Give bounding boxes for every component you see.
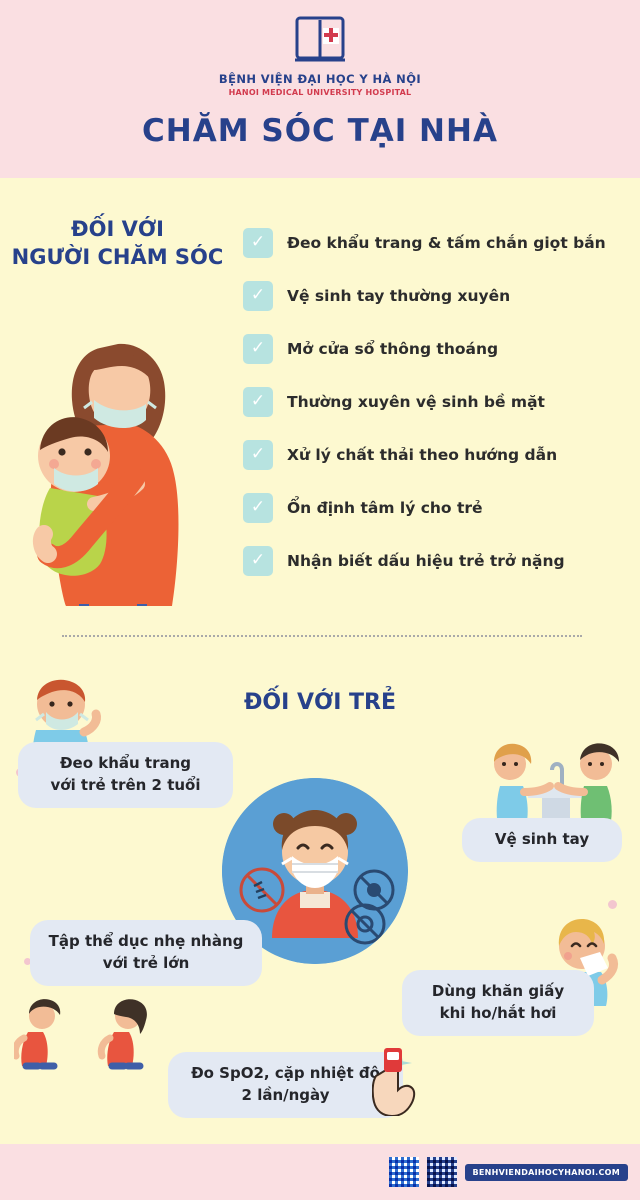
list-item[interactable] bbox=[243, 375, 633, 428]
list-item-label: Nhận biết dấu hiệu trẻ trở nặng bbox=[287, 551, 565, 570]
list-item[interactable] bbox=[243, 428, 633, 481]
check-mark-icon: ✓ bbox=[243, 334, 273, 364]
check-mark-icon: ✓ bbox=[243, 228, 273, 258]
list-item-label: Vệ sinh tay thường xuyên bbox=[287, 286, 511, 305]
bubble-spo2-line2: 2 lần/ngày bbox=[241, 1085, 330, 1104]
list-item[interactable] bbox=[243, 481, 633, 534]
pulse-oximeter-finger-icon bbox=[372, 1040, 422, 1116]
bubble-handwash[interactable] bbox=[462, 818, 622, 862]
check-mark-icon: ✓ bbox=[243, 281, 273, 311]
list-item-label: Đeo khẩu trang & tấm chắn giọt bắn bbox=[287, 233, 606, 252]
list-item-label: Xử lý chất thải theo hướng dẫn bbox=[287, 445, 558, 464]
bubble-handwash-line1: Vệ sinh tay bbox=[494, 830, 590, 848]
website-url[interactable]: BENHVIENDAIHOCYHANOI.COM bbox=[465, 1164, 628, 1181]
bubble-exercise-line1: Tập thể dục nhẹ nhàng bbox=[48, 932, 244, 950]
section-caregiver-title bbox=[0, 216, 235, 271]
bubble-tissue-line1: Dùng khăn giấy bbox=[431, 982, 565, 1000]
header-band bbox=[0, 0, 640, 178]
list-item[interactable] bbox=[243, 534, 633, 587]
caregiver-checklist bbox=[243, 216, 633, 587]
list-item-label: Mở cửa sổ thông thoáng bbox=[287, 339, 499, 358]
mother-holding-baby-illustration bbox=[22, 308, 237, 608]
bubble-tissue[interactable] bbox=[402, 970, 594, 1036]
list-item[interactable] bbox=[243, 322, 633, 375]
footer-band bbox=[0, 1144, 640, 1200]
bubble-mask[interactable] bbox=[18, 742, 233, 808]
list-item[interactable] bbox=[243, 216, 633, 269]
hospital-book-cross-logo bbox=[291, 14, 349, 66]
bubble-spo2[interactable] bbox=[168, 1052, 403, 1118]
section-divider bbox=[62, 635, 582, 637]
page-title: CHĂM SÓC TẠI NHÀ bbox=[142, 113, 498, 149]
bubble-spo2-line1: Đo SpO2, cặp nhiệt độ bbox=[191, 1064, 380, 1082]
children-washing-hands-illustration bbox=[484, 726, 624, 830]
bubble-tissue-line2: khi ho/hắt hơi bbox=[439, 1003, 557, 1022]
list-item[interactable] bbox=[243, 269, 633, 322]
check-mark-icon: ✓ bbox=[243, 546, 273, 576]
bubble-exercise[interactable] bbox=[30, 920, 262, 986]
check-mark-icon: ✓ bbox=[243, 440, 273, 470]
bubble-exercise-line2: với trẻ lớn bbox=[102, 953, 190, 972]
section-caregiver-title-line1: ĐỐI VỚI bbox=[71, 217, 164, 241]
bubble-mask-line2: với trẻ trên 2 tuổi bbox=[50, 775, 201, 794]
list-item-label: Thường xuyên vệ sinh bề mặt bbox=[287, 392, 545, 411]
check-mark-icon: ✓ bbox=[243, 387, 273, 417]
section-caregiver-title-line2: NGƯỜI CHĂM SÓC bbox=[11, 244, 224, 269]
section-caregiver bbox=[0, 178, 640, 648]
hospital-name-en: HANOI MEDICAL UNIVERSITY HOSPITAL bbox=[228, 88, 412, 97]
qr-code-icon[interactable] bbox=[427, 1157, 457, 1187]
hospital-name-vi: BỆNH VIỆN ĐẠI HỌC Y HÀ NỘI bbox=[218, 72, 422, 86]
qr-code-icon[interactable] bbox=[389, 1157, 419, 1187]
list-item-label: Ổn định tâm lý cho trẻ bbox=[287, 498, 483, 517]
children-exercising-illustration bbox=[14, 992, 168, 1072]
section-child-title: ĐỐI VỚI TRẺ bbox=[243, 690, 397, 715]
logo-block bbox=[0, 0, 640, 97]
bubble-mask-line1: Đeo khẩu trang bbox=[59, 754, 192, 772]
check-mark-icon: ✓ bbox=[243, 493, 273, 523]
